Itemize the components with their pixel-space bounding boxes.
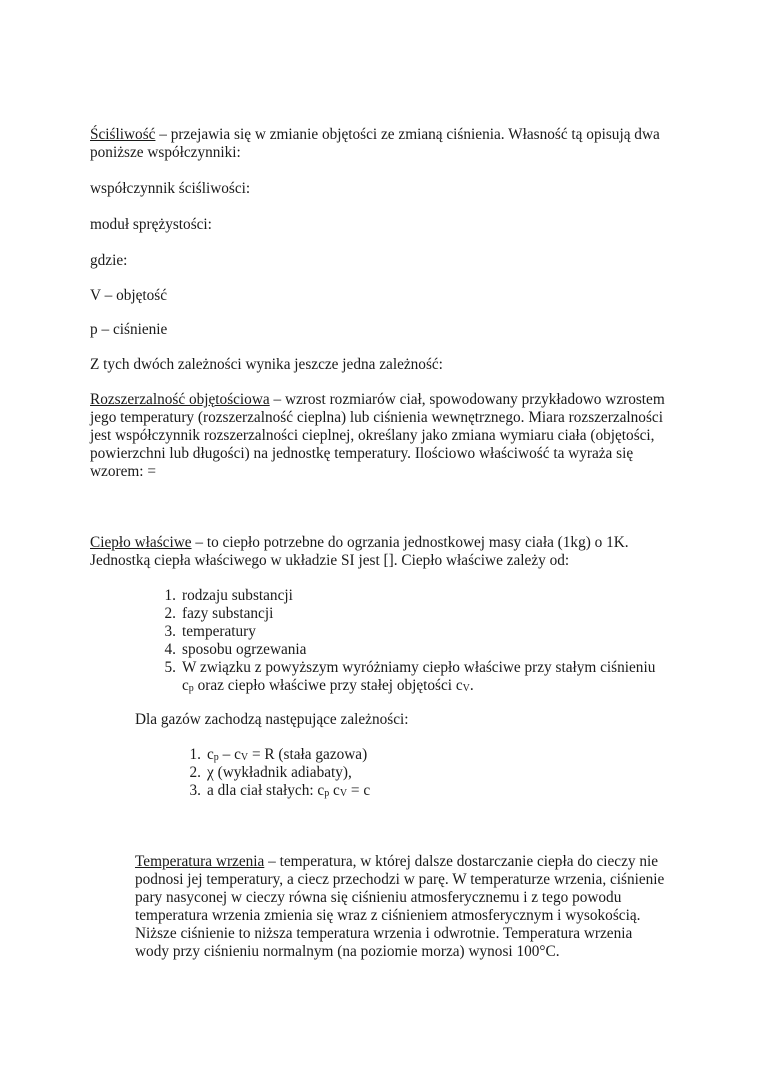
expansion-line: wzorem: = xyxy=(90,463,156,480)
expansion-paragraph xyxy=(90,391,675,481)
boiling-line: temperatura wrzenia zmienia się wraz z ciśnieniem atmosferycznym i wysokością. xyxy=(135,907,641,924)
boiling-point-term: Temperatura wrzenia xyxy=(135,853,265,870)
boiling-line: pary nasyconej w cieczy równa się ciśnieniu atmosferycznemu i z tego powodu xyxy=(135,889,622,906)
derived-relation-text: Z tych dwóch zależności wynika jeszcze jedna zależność: xyxy=(90,356,443,373)
compressibility-coefficient-label: współczynnik ściśliwości: xyxy=(90,180,251,197)
compressibility-line: – przejawia się w zmianie objętości ze zmianą ciśnienia. Własność tą opisują dwa xyxy=(155,126,660,143)
compressibility-paragraph xyxy=(90,126,675,162)
expansion-line: – wzrost rozmiarów ciał, spowodowany przykładowo wzrostem xyxy=(269,391,665,408)
pressure-definition: p – ciśnienie xyxy=(90,321,168,338)
where-label: gdzie: xyxy=(90,252,128,269)
list-item: 3. a dla ciał stałych: $c_p$ $c_V = c$ xyxy=(189,782,371,799)
expansion-line: powierzchni lub długości) na jednostkę temperatury. Ilościowo właściwość ta wyraża się xyxy=(90,445,634,462)
boiling-line: Niższe ciśnienie to niższa temperatura wrzenia i odwrotnie. Temperatura wrzenia xyxy=(135,925,633,942)
specific-heat-line: Jednostką ciepła właściwego w układzie SI jest []. Ciepło właściwe zależy od: xyxy=(90,552,570,569)
expansion-line: jest współczynnik rozszerzalności cieplnej, określany jako zmiana wymiaru ciała (objętości, xyxy=(90,427,655,444)
elastic-modulus-label: moduł sprężystości: xyxy=(90,216,212,233)
expansion-term: Rozszerzalność objętościowa xyxy=(90,391,270,408)
list-item: 2. fazy substancji xyxy=(164,605,274,622)
list-item: 1. rodzaju substancji xyxy=(164,587,293,604)
specific-heat-line: – to ciepło potrzebne do ogrzania jednostkowej masy ciała (1kg) o 1K. xyxy=(191,534,629,551)
compressibility-line: poniższe współczynniki: xyxy=(90,144,241,161)
gas-relations-intro: Dla gazów zachodzą następujące zależności: xyxy=(135,711,409,728)
gas-relations-list xyxy=(183,746,663,800)
list-item: 4. sposobu ogrzewania xyxy=(164,641,307,658)
volume-definition: V – objętość xyxy=(90,287,168,304)
boiling-line: – temperatura, w której dalsze dostarczanie ciepła do cieczy nie xyxy=(264,853,659,870)
list-item: 1. $c_p - c_V = R$ (stała gazowa) xyxy=(189,746,368,763)
specific-heat-paragraph xyxy=(90,534,675,570)
specific-heat-term: Ciepło właściwe xyxy=(90,534,192,551)
boiling-point-paragraph xyxy=(135,853,675,961)
list-item: 5. W związku z powyższym wyróżniamy ciepło właściwe przy stałym ciśnieniu $c_p$ oraz ciepło właściwe przy stałej objętości $c_V$. xyxy=(164,659,656,694)
list-item: 3. temperatury xyxy=(164,623,256,640)
list-item: 2. χ (wykładnik adiabaty), xyxy=(189,764,352,781)
boiling-line: wody przy ciśnieniu normalnym (na poziomie morza) wynosi 100°C. xyxy=(135,943,560,960)
boiling-line: podnosi jej temperatury, a ciecz przechodzi w parę. W temperaturze wrzenia, ciśnienie xyxy=(135,871,665,888)
specific-heat-factors-list xyxy=(158,587,678,695)
compressibility-term: Ściśliwość xyxy=(90,126,156,143)
expansion-line: jego temperatury (rozszerzalność cieplna) lub ciśnienia wewnętrznego. Miara rozszerzalności xyxy=(90,409,663,426)
